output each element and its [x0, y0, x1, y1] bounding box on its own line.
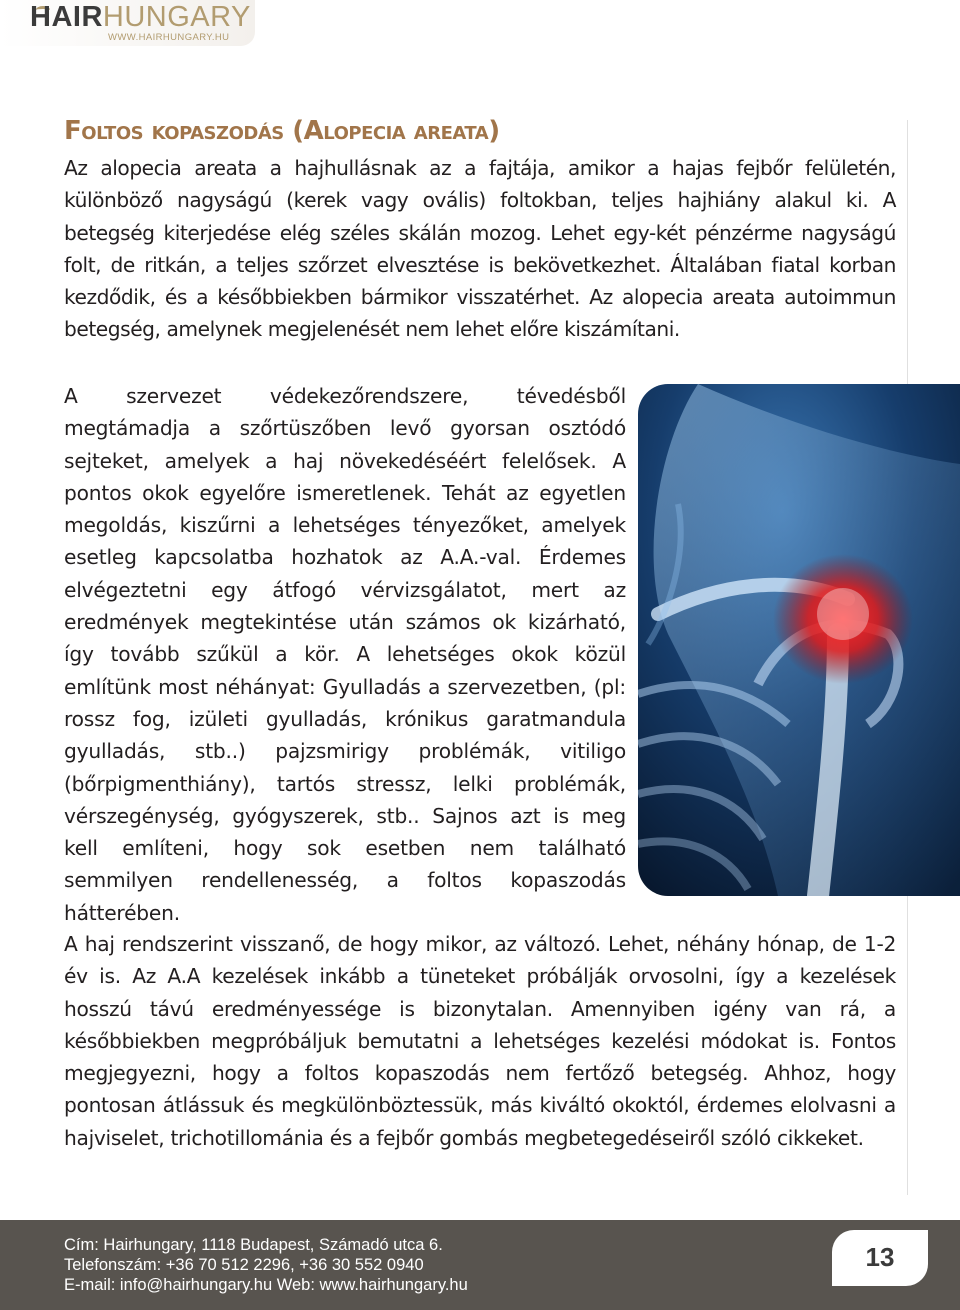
paragraph-causes: A szervezet védekezőrendszere, tévedésből megtámadja a szőrtüszőben levő gyorsan osztódó sejteket, amelyek a haj növekedéséért felelősek. A pontos okok egyelőre ismeretlenek. Tehát az egyetlen megoldás, kiszűrni a lehetséges tényezőket, amelyek esetleg kapcsolatba hozhatok az A.A.-val. Érdemes elvégeztetni egy átfogó vérvizsgálatot, mert az eredmények megtekintése után számos ok kizárható, így tovább szűkül a kör. A lehetséges okok közül említünk most néhányat: Gyulladás a szervezetben, (pl: rossz fog, izületi gyulladás, krónikus garatmandula gyulladás, stb..) pajzsmirigy problémák, vitiligo (bőrpigmenthiány), tartós stressz, lelki problémák, vérszegénység, gyógyszerek, stb.. Sajnos azt is meg kell említeni, hogy sok esetben nem található semmilyen rendellenesség, a foltos kopaszodás hátterében.	[64, 384, 626, 925]
footer-address: Cím: Hairhungary, 1118 Budapest, Számadó utca 6.	[64, 1236, 443, 1254]
footer-phone: Telefonszám: +36 70 512 2296, +36 30 552 0940	[64, 1256, 424, 1274]
paragraph-intro: Az alopecia areata a hajhullásnak az a fajtája, amikor a hajas fejbőr felületén, különböző nagyságú (kerek vagy ovális) foltokban, teljes hajhiány alakul ki. A betegség kiterjedése elég széles skálán mozog. Lehet egy-két pénzérme nagyságú folt, de ritkán, a teljes szőrzet elvesztése is bekövetkezhet. Általában fiatal korban kezdődik, és a későbbiekben bármikor visszatérhet. Az alopecia areata autoimmun betegség, amelynek megjelenését nem lehet előre kiszámítani.	[64, 156, 896, 342]
article-title: Foltos kopaszodás (Alopecia areata)	[64, 116, 500, 146]
paragraph-treatment: A haj rendszerint visszanő, de hogy mikor, az változó. Lehet, néhány hónap, de 1-2 év is. Az A.A kezelések inkább a tüneteket próbálják orvosolni, így a kezelések hosszú távú eredményessége is bizonytalan. Amennyiben igény van rá, a későbbiekben megpróbáljuk bemutatni a lehetséges kezelési módokat is. Fontos megjegyezni, hogy a foltos kopaszodás nem fertőző betegség. Ahhoz, hogy pontosan átlássuk és megkülönböztessük, más kiváltó okoktól, érdemes elolvasni a hajviselet, trichotillománia és a fejbőr gombás megbetegedéseiről szóló cikkeket.	[64, 932, 896, 1150]
page-number: 13	[865, 1242, 895, 1272]
logo-hair: HAIR	[30, 1, 103, 33]
shoulder-xray-image	[638, 384, 960, 896]
logo-url: WWW.HAIRHUNGARY.HU	[108, 32, 230, 43]
logo	[0, 0, 255, 46]
footer-contact: E-mail: info@hairhungary.hu Web: www.hairhungary.hu	[64, 1276, 468, 1294]
logo-wordmark	[30, 0, 251, 34]
logo-hungary: HUNGARY	[102, 1, 251, 33]
